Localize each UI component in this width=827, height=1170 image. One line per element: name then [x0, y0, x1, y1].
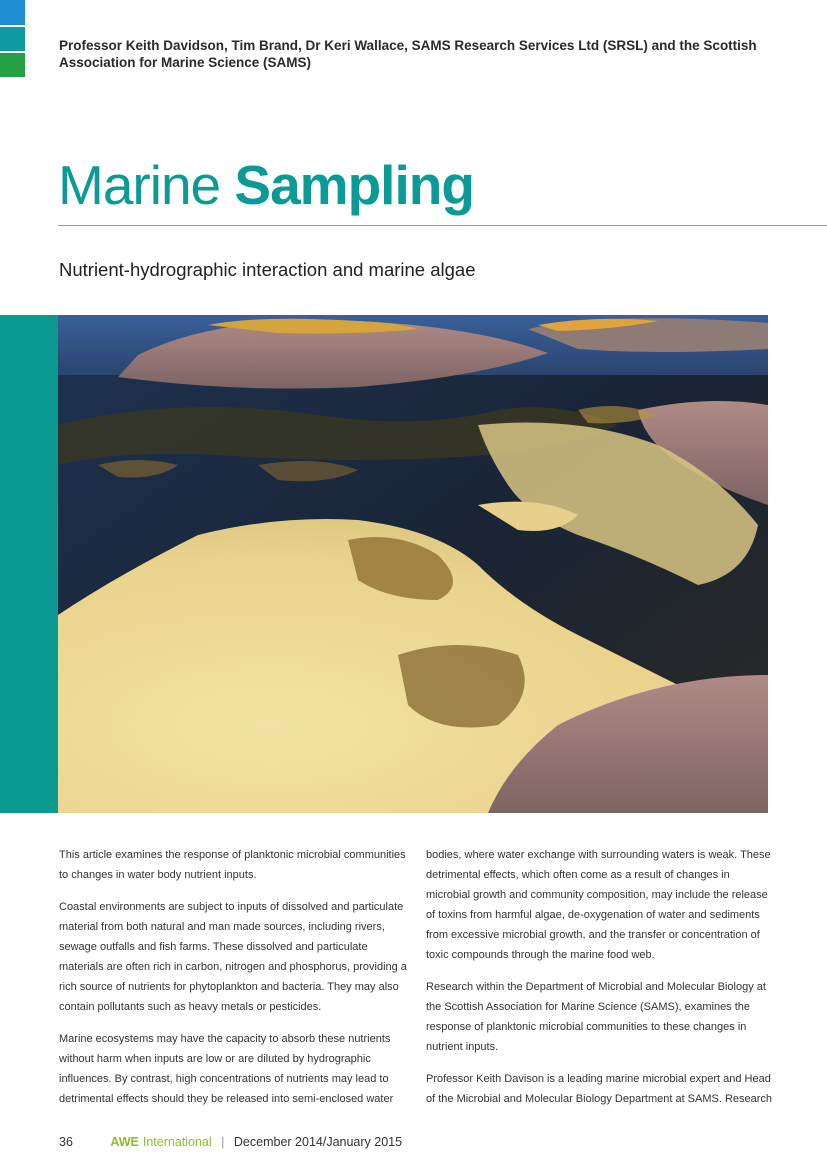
paragraph: Research within the Department of Microbial and Molecular Biology at the Scottish Association for Marine Science (SAMS), examines the response of planktonic microbial communities to these changes in nutrient inputs.: [426, 981, 766, 1053]
corner-block-green: [0, 53, 25, 77]
corner-block-teal: [0, 27, 25, 51]
title-divider: [58, 225, 827, 226]
paragraph: bodies, where water exchange with surrounding waters is weak. These detrimental effects, which often come as a result of changes in microbial growth and community composition, may include the release of toxins from harmful algae, de-oxygenation of water and sediments from excessive microbial growth, and the transfer or concentration of toxic compounds through the marine food web.: [426, 849, 771, 961]
author-byline: Professor Keith Davidson, Tim Brand, Dr Keri Wallace, SAMS Research Services Ltd (SRSL) and the Scottish Association for Marine Science (SAMS): [59, 38, 757, 70]
paragraph: This article examines the response of planktonic microbial communities to changes in water body nutrient inputs.: [59, 849, 406, 881]
article-title: [58, 152, 474, 218]
paragraph: Marine ecosystems may have the capacity to absorb these nutrients without harm when inputs are low or are diluted by hydrographic influences. By contrast, high concentrations of nutrients may lead to detrimental effects should they be released into semi-enclosed water: [59, 1033, 394, 1105]
corner-block-blue: [0, 0, 25, 25]
body-column-left: [59, 845, 409, 1121]
title-part-1: Marine: [58, 154, 221, 216]
footer-separator: |: [221, 1135, 225, 1149]
title-part-2: Sampling: [234, 154, 474, 216]
body-column-right: [426, 845, 776, 1121]
publication-brand: AWE: [110, 1135, 139, 1149]
issue-date: December 2014/January 2015: [233, 1135, 403, 1149]
publication-brand-suffix: International: [142, 1135, 212, 1149]
paragraph: Coastal environments are subject to inputs of dissolved and particulate material from both natural and man made sources, including rivers, sewage outfalls and fish farms. These dissolved and particulate materials are often rich in carbon, nitrogen and phosphorus, providing a rich source of nutrients for phytoplankton and bacteria. They may also contain pollutants such as heavy metals or pesticides.: [59, 901, 407, 1013]
page-footer: [59, 1135, 402, 1149]
page-number: 36: [59, 1135, 73, 1149]
accent-sidebar: [0, 315, 58, 813]
paragraph: Professor Keith Davison is a leading marine microbial expert and Head of the Microbial and Molecular Biology Department at SAMS. Research: [426, 1073, 773, 1105]
hero-photo: [58, 315, 768, 813]
article-subtitle: Nutrient-hydrographic interaction and marine algae: [59, 259, 476, 280]
